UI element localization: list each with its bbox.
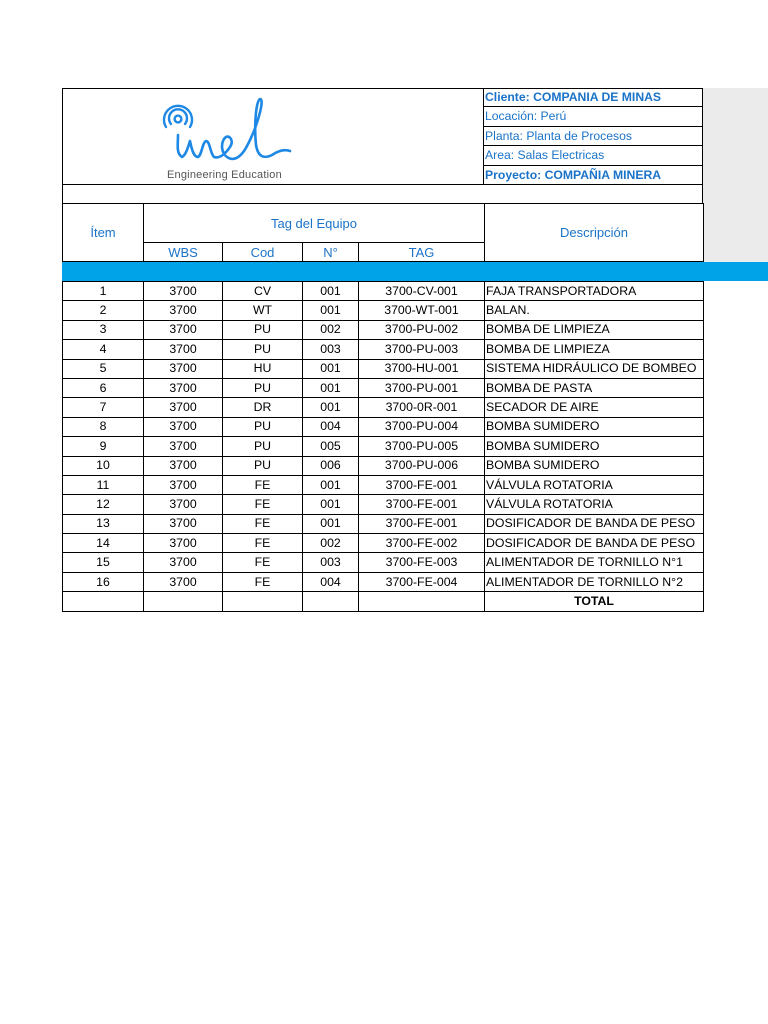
cell-wbs: 3700: [144, 398, 223, 417]
col-tag-group-header: Tag del Equipo: [143, 203, 485, 243]
area-label: Area: Salas Electricas: [484, 146, 703, 165]
table-row: [63, 398, 704, 417]
cell-num: 004: [303, 417, 359, 436]
cell-cod: FE: [223, 553, 303, 572]
cell-num: 006: [303, 456, 359, 475]
locacion-label: Locación: Perú: [484, 107, 703, 126]
cell-cod: PU: [223, 378, 303, 397]
cell-item: 9: [63, 437, 144, 456]
table-row: [63, 417, 704, 436]
cell-num: 001: [303, 398, 359, 417]
cell-cod: FE: [223, 514, 303, 533]
cell-wbs: 3700: [144, 359, 223, 378]
cell-num: 002: [303, 320, 359, 339]
cell-tag: 3700-FE-001: [359, 475, 485, 494]
cell-tag: 3700-FE-003: [359, 553, 485, 572]
table-row: [63, 553, 704, 572]
cliente-label: Cliente: COMPANIA DE MINAS: [484, 88, 703, 107]
table-row: [63, 437, 704, 456]
cell-desc: BOMBA DE PASTA: [485, 378, 704, 397]
total-empty-cell: [359, 592, 485, 611]
cell-cod: PU: [223, 417, 303, 436]
cell-item: 8: [63, 417, 144, 436]
cell-item: 14: [63, 534, 144, 553]
cell-tag: 3700-PU-001: [359, 378, 485, 397]
cell-wbs: 3700: [144, 340, 223, 359]
table-row: [63, 340, 704, 359]
cell-tag: 3700-PU-006: [359, 456, 485, 475]
cell-cod: PU: [223, 437, 303, 456]
total-empty-cell: [144, 592, 223, 611]
logo-caption: Engineering Education: [167, 169, 282, 181]
cell-num: 001: [303, 359, 359, 378]
table-row: [63, 456, 704, 475]
cell-item: 4: [63, 340, 144, 359]
cell-wbs: 3700: [144, 553, 223, 572]
cell-cod: CV: [223, 282, 303, 301]
column-header: [62, 203, 704, 262]
cell-num: 001: [303, 378, 359, 397]
cell-tag: 3700-FE-001: [359, 514, 485, 533]
cell-cod: FE: [223, 572, 303, 591]
cell-tag: 3700-CV-001: [359, 282, 485, 301]
planta-label: Planta: Planta de Procesos: [484, 127, 703, 146]
cell-desc: DOSIFICADOR DE BANDA DE PESO: [485, 534, 704, 553]
cell-item: 2: [63, 301, 144, 320]
cell-item: 1: [63, 282, 144, 301]
cell-cod: FE: [223, 534, 303, 553]
cell-item: 15: [63, 553, 144, 572]
cell-desc: DOSIFICADOR DE BANDA DE PESO: [485, 514, 704, 533]
blue-band: [62, 262, 768, 281]
cell-num: 005: [303, 437, 359, 456]
table-row: [63, 514, 704, 533]
cell-num: 001: [303, 475, 359, 494]
table-row: [63, 495, 704, 514]
total-empty-cell: [223, 592, 303, 611]
project-info: [484, 88, 703, 185]
cell-tag: 3700-PU-003: [359, 340, 485, 359]
cell-cod: HU: [223, 359, 303, 378]
cell-num: 003: [303, 340, 359, 359]
cell-desc: FAJA TRANSPORTADORA: [485, 282, 704, 301]
cell-cod: PU: [223, 340, 303, 359]
table-row: [63, 359, 704, 378]
cell-wbs: 3700: [144, 475, 223, 494]
cell-tag: 3700-WT-001: [359, 301, 485, 320]
cell-tag: 3700-PU-005: [359, 437, 485, 456]
cell-tag: 3700-HU-001: [359, 359, 485, 378]
cell-tag: 3700-PU-004: [359, 417, 485, 436]
table-row: [63, 378, 704, 397]
table-row: [63, 572, 704, 591]
cell-desc: BOMBA SUMIDERO: [485, 437, 704, 456]
cell-desc: BOMBA DE LIMPIEZA: [485, 340, 704, 359]
cell-desc: ALIMENTADOR DE TORNILLO N°2: [485, 572, 704, 591]
cell-desc: BOMBA SUMIDERO: [485, 417, 704, 436]
cell-desc: BALAN.: [485, 301, 704, 320]
cell-num: 003: [303, 553, 359, 572]
proyecto-label: Proyecto: COMPAÑIA MINERA: [485, 167, 662, 182]
cell-item: 16: [63, 572, 144, 591]
cell-item: 13: [63, 514, 144, 533]
cell-item: 12: [63, 495, 144, 514]
spacer-row: [62, 185, 703, 204]
cell-wbs: 3700: [144, 320, 223, 339]
cell-wbs: 3700: [144, 534, 223, 553]
col-wbs-header: WBS: [143, 242, 223, 262]
cell-tag: 3700-PU-002: [359, 320, 485, 339]
cell-wbs: 3700: [144, 572, 223, 591]
total-empty-cell: [63, 592, 144, 611]
cell-wbs: 3700: [144, 456, 223, 475]
col-descripcion-header: Descripción: [484, 203, 704, 262]
col-num-header: N°: [302, 242, 359, 262]
cell-cod: FE: [223, 495, 303, 514]
table-row: [63, 534, 704, 553]
table-row: [63, 320, 704, 339]
cell-item: 11: [63, 475, 144, 494]
col-item-header: Ítem: [62, 203, 144, 262]
cell-wbs: 3700: [144, 495, 223, 514]
cell-desc: VÁLVULA ROTATORIA: [485, 475, 704, 494]
cell-item: 7: [63, 398, 144, 417]
cell-tag: 3700-FE-002: [359, 534, 485, 553]
signal-icon: [164, 106, 192, 127]
cell-tag: 3700-FE-001: [359, 495, 485, 514]
cell-wbs: 3700: [144, 378, 223, 397]
cell-wbs: 3700: [144, 437, 223, 456]
side-panel: [703, 88, 768, 262]
cell-desc: ALIMENTADOR DE TORNILLO N°1: [485, 553, 704, 572]
total-row: [63, 592, 704, 611]
cell-wbs: 3700: [144, 282, 223, 301]
cell-num: 001: [303, 514, 359, 533]
cell-num: 001: [303, 495, 359, 514]
total-empty-cell: [303, 592, 359, 611]
cell-tag: 3700-FE-004: [359, 572, 485, 591]
total-label: TOTAL: [485, 592, 704, 611]
table-row: [63, 282, 704, 301]
cell-tag: 3700-0R-001: [359, 398, 485, 417]
cell-cod: PU: [223, 456, 303, 475]
cell-wbs: 3700: [144, 301, 223, 320]
col-cod-header: Cod: [222, 242, 303, 262]
cell-desc: BOMBA DE LIMPIEZA: [485, 320, 704, 339]
cell-desc: SECADOR DE AIRE: [485, 398, 704, 417]
cell-num: 004: [303, 572, 359, 591]
cell-desc: VÁLVULA ROTATORIA: [485, 495, 704, 514]
cell-num: 001: [303, 282, 359, 301]
cell-cod: FE: [223, 475, 303, 494]
cell-cod: DR: [223, 398, 303, 417]
cell-cod: WT: [223, 301, 303, 320]
cell-desc: BOMBA SUMIDERO: [485, 456, 704, 475]
cell-item: 5: [63, 359, 144, 378]
col-tag-header: TAG: [358, 242, 485, 262]
cell-num: 002: [303, 534, 359, 553]
table-body: [63, 282, 704, 612]
equipment-table: [62, 281, 704, 612]
cell-wbs: 3700: [144, 417, 223, 436]
cell-num: 001: [303, 301, 359, 320]
cell-desc: SISTEMA HIDRÁULICO DE BOMBEO: [485, 359, 704, 378]
cell-item: 3: [63, 320, 144, 339]
table-row: [63, 301, 704, 320]
cell-item: 10: [63, 456, 144, 475]
cell-cod: PU: [223, 320, 303, 339]
cell-wbs: 3700: [144, 514, 223, 533]
table-row: [63, 475, 704, 494]
cell-item: 6: [63, 378, 144, 397]
